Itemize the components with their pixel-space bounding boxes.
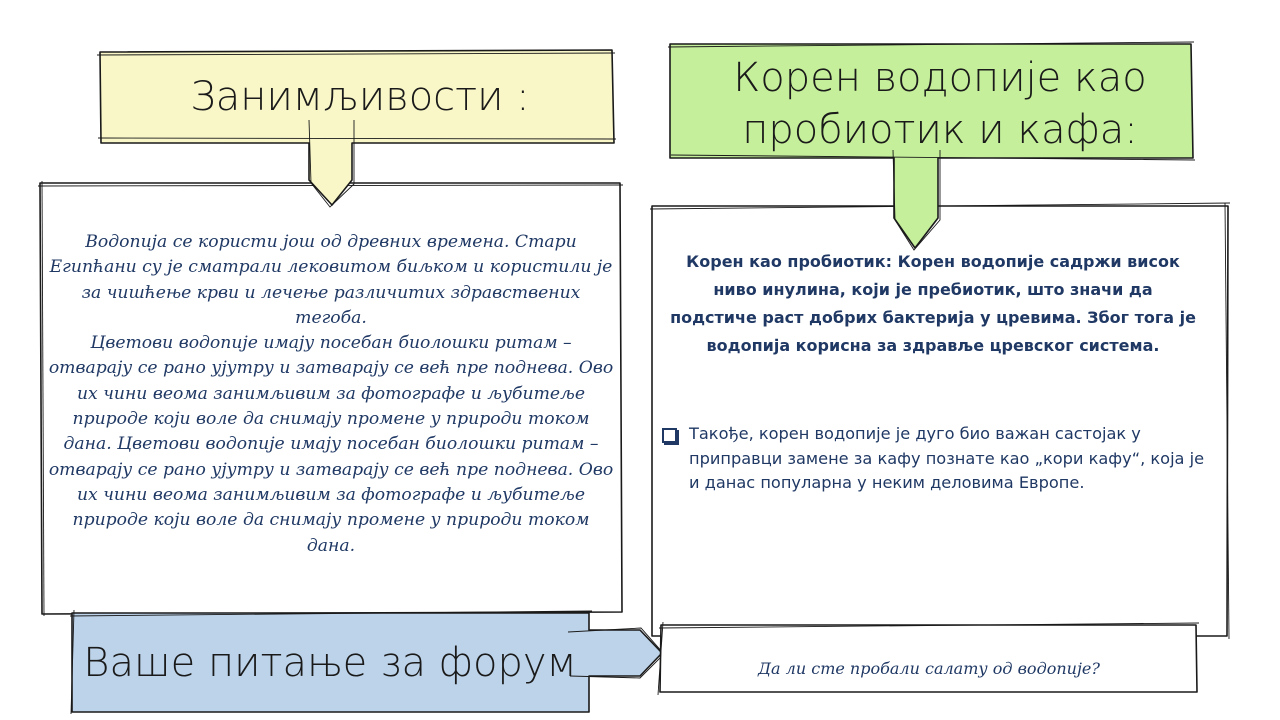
left-title: Занимљивости : [190,74,530,120]
checkbox-square-icon [662,428,677,443]
right-title: Корен водопије као пробиотик и кафа: [733,55,1147,153]
left-body-text [48,230,614,559]
forum-title: Ваше питање за форум [83,640,577,686]
forum-question: Да ли сте пробали салату од водопије? [758,659,1100,678]
left-body-paragraph: Водопија се користи још од древних времена. Стари Египћани су је сматрали лековитом биљком и користили је за чишћење крви и лечење различитих здравствених тегоба. Цветови водопије имају посебан биолошки ритам – отварају се рано ујутру и затварају се већ пре поднева. Ово их чини веома занимљивим за фотографе и љубитеље природе који воле да снимају промене у природи током дана. Цветови водопије имају посебан биолошки ритам – отварају се рано ујутру и затварају се већ пре поднева. Ово их чини веома занимљивим за фотографе и љубитеље природе који воле да снимају промене у природи током дана. [48,232,614,556]
bullet-text: Такође, корен водопије је дуго био важан састојак у приправци замене за кафу познате као „кори кафу“, која је и данас популарна у неким деловима Европе. [689,424,1205,493]
right-bold-text: Корен као пробиотик: Корен водопије садржи висок ниво инулина, који је пребиотик, што значи да подстиче раст добрих бактерија у цревима. Због тога је водопија корисна за здравље цревског система. [670,252,1196,355]
right-bullet-item [662,422,1210,496]
